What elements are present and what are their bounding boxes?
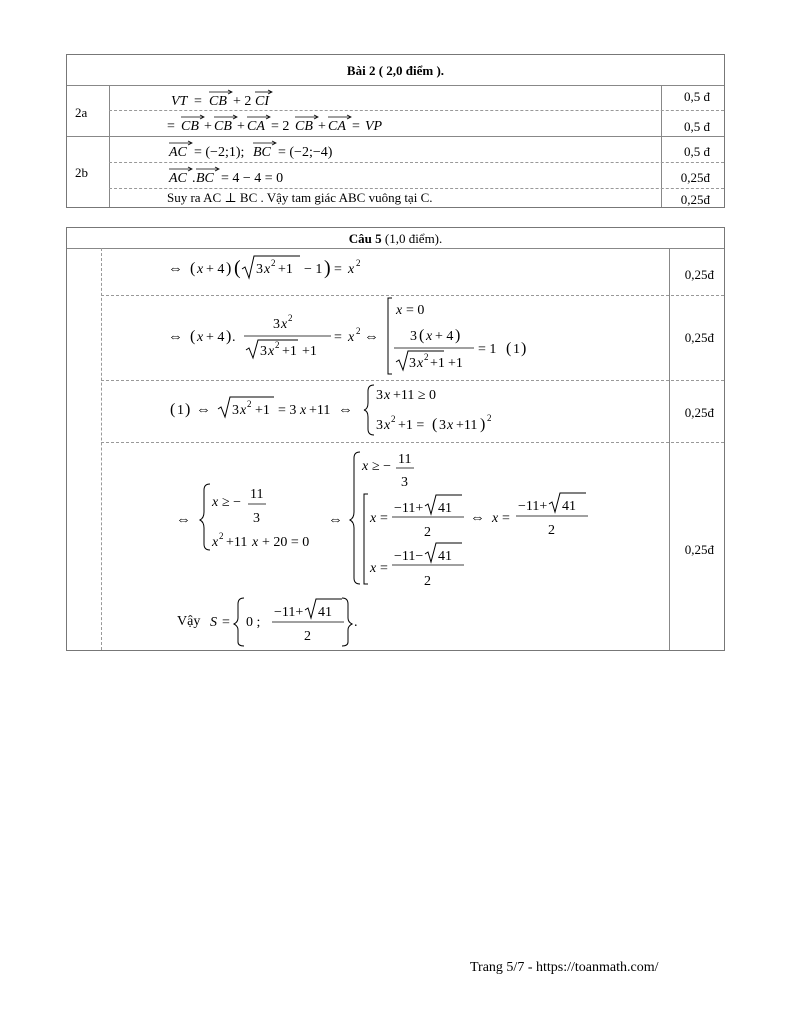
svg-text:CB: CB	[209, 94, 227, 109]
svg-text:BC: BC	[253, 145, 271, 160]
svg-text:2: 2	[391, 414, 396, 424]
svg-text:= 3: = 3	[278, 403, 297, 418]
svg-text:=: =	[222, 615, 230, 630]
svg-text:2: 2	[548, 523, 555, 538]
score-2b-2: 0,25đ	[680, 170, 710, 185]
svg-text:3: 3	[260, 344, 267, 359]
svg-text:3: 3	[376, 388, 383, 403]
svg-text:=: =	[380, 511, 388, 526]
math-2b-line1	[167, 138, 407, 162]
svg-text:CB: CB	[214, 119, 232, 134]
svg-text:x: x	[348, 262, 355, 277]
svg-text:+: +	[318, 119, 326, 134]
score-cau5-2: 0,25đ	[684, 330, 714, 345]
svg-text:): )	[521, 340, 527, 357]
svg-text:3: 3	[232, 403, 239, 418]
svg-text:x: x	[417, 356, 424, 371]
svg-text:2: 2	[356, 258, 361, 268]
svg-text:x: x	[396, 303, 403, 318]
svg-text:x: x	[426, 329, 433, 344]
cau5-title: Câu 5 (1,0 điểm).	[348, 231, 443, 246]
svg-text:+ 4: + 4	[435, 329, 454, 344]
svg-text:x: x	[212, 535, 219, 550]
svg-text:−11−: −11−	[394, 549, 424, 564]
svg-text:+11: +11	[456, 418, 478, 433]
svg-text:x: x	[268, 344, 275, 359]
svg-text:+11: +11	[226, 535, 248, 550]
svg-text:3: 3	[256, 262, 263, 277]
svg-text:CB: CB	[181, 119, 199, 134]
svg-text:x: x	[252, 535, 259, 550]
svg-text:= 4 − 4 = 0: = 4 − 4 = 0	[221, 171, 284, 186]
svg-text:41: 41	[438, 549, 452, 564]
svg-text:3: 3	[410, 329, 417, 344]
svg-text:): )	[480, 416, 486, 433]
svg-text:+11: +11	[309, 403, 331, 418]
math-2b-line2	[167, 164, 367, 188]
svg-text:2: 2	[247, 399, 252, 409]
svg-text:3: 3	[273, 317, 280, 332]
svg-text:⇔: ⇔	[176, 512, 191, 528]
svg-text:2: 2	[356, 326, 361, 336]
svg-text:VP: VP	[365, 119, 383, 134]
svg-text:=: =	[167, 119, 175, 134]
svg-text:CA: CA	[328, 119, 346, 134]
svg-text:3: 3	[401, 475, 408, 490]
text-2b-line3: Suy ra AC ⊥ BC . Vậy tam giác ABC vuông tại C.	[167, 190, 433, 205]
svg-text:3: 3	[439, 418, 446, 433]
svg-text:⇔: ⇔	[168, 261, 183, 277]
svg-text:2: 2	[424, 574, 431, 589]
svg-text:=: =	[352, 119, 360, 134]
svg-text:): )	[455, 327, 461, 344]
svg-text:+1: +1	[282, 344, 297, 359]
cau5-step1-expr	[168, 252, 388, 286]
svg-text:≥ −: ≥ −	[222, 495, 242, 510]
svg-text:AC: AC	[169, 171, 187, 186]
svg-text:2: 2	[288, 313, 293, 323]
svg-text:⇔: ⇔	[196, 402, 211, 418]
svg-text:x: x	[370, 561, 377, 576]
svg-text:x: x	[240, 403, 247, 418]
svg-text:x: x	[447, 418, 454, 433]
svg-text:x: x	[384, 418, 391, 433]
svg-text:+1 =: +1 =	[398, 418, 425, 433]
svg-text:+ 2: + 2	[233, 94, 252, 109]
svg-text:= 0: = 0	[406, 303, 425, 318]
svg-text:VT: VT	[171, 94, 188, 109]
svg-text:+ 20 = 0: + 20 = 0	[262, 535, 310, 550]
svg-text:CB: CB	[295, 119, 313, 134]
svg-text:(: (	[190, 260, 196, 277]
svg-text:(: (	[170, 401, 176, 418]
svg-text:x: x	[384, 388, 391, 403]
svg-text:BC: BC	[196, 171, 214, 186]
svg-text:+1: +1	[430, 356, 445, 371]
cau5-step4-expr	[170, 448, 600, 596]
svg-text:(: (	[506, 340, 512, 357]
svg-text:(: (	[190, 328, 196, 345]
svg-text:(: (	[432, 416, 438, 433]
row-label-2a: 2a	[75, 105, 88, 120]
svg-text:−11+: −11+	[518, 499, 548, 514]
svg-text:): )	[226, 260, 232, 277]
svg-text:41: 41	[438, 501, 452, 516]
svg-text:+1: +1	[448, 356, 463, 371]
svg-text:+: +	[204, 119, 212, 134]
svg-text:CI: CI	[255, 94, 269, 109]
svg-text:11: 11	[398, 452, 412, 467]
svg-text:x: x	[300, 403, 307, 418]
svg-text:AC: AC	[169, 145, 187, 160]
bai2-title: Bài 2 ( 2,0 điểm ).	[346, 63, 445, 78]
svg-text:+1: +1	[278, 262, 293, 277]
score-cau5-4: 0,25đ	[684, 542, 714, 557]
row-label-2b: 2b	[75, 165, 88, 180]
cau5-step2-expr	[168, 296, 548, 378]
svg-text:≥ −: ≥ −	[372, 459, 392, 474]
svg-text:x: x	[264, 262, 271, 277]
svg-text:⇔: ⇔	[470, 510, 485, 526]
svg-text:.: .	[192, 171, 196, 186]
math-2a-line2	[167, 112, 467, 136]
svg-text:41: 41	[318, 605, 332, 620]
svg-text:− 1: − 1	[304, 262, 323, 277]
svg-text:=: =	[334, 262, 342, 277]
svg-text:0 ;: 0 ;	[246, 615, 261, 630]
svg-text:CA: CA	[247, 119, 265, 134]
svg-text:⇔: ⇔	[168, 329, 183, 345]
svg-text:2: 2	[275, 340, 280, 350]
conclusion-word: Vậy	[177, 614, 201, 629]
score-cau5-3: 0,25đ	[684, 405, 714, 420]
svg-text:+: +	[237, 119, 245, 134]
svg-text:+1: +1	[255, 403, 270, 418]
svg-text:−11+: −11+	[274, 605, 304, 620]
svg-text:=: =	[194, 94, 202, 109]
page-footer: Trang 5/7 - https://toanmath.com/	[470, 960, 659, 975]
svg-text:2: 2	[487, 413, 492, 423]
svg-text:(: (	[419, 327, 425, 344]
math-2a-line1	[167, 87, 367, 111]
svg-text:⇔: ⇔	[364, 329, 379, 345]
svg-text:2: 2	[304, 629, 311, 644]
svg-text:=: =	[502, 511, 510, 526]
svg-text:3: 3	[253, 511, 260, 526]
svg-text:2: 2	[271, 258, 276, 268]
svg-text:x: x	[212, 495, 219, 510]
svg-text:.: .	[232, 330, 236, 345]
svg-text:2: 2	[424, 525, 431, 540]
cau5-step3-expr	[170, 383, 530, 439]
score-2a-2: 0,5 đ	[684, 119, 710, 134]
svg-text:41: 41	[562, 499, 576, 514]
svg-text:): )	[226, 328, 232, 345]
svg-text:x: x	[281, 317, 288, 332]
svg-text:x: x	[362, 459, 369, 474]
svg-text:+ 4: + 4	[206, 330, 225, 345]
svg-text:−11+: −11+	[394, 501, 424, 516]
svg-text:=: =	[334, 330, 342, 345]
svg-text:1: 1	[513, 342, 520, 357]
bai2-table	[66, 54, 725, 208]
score-2b-1: 0,5 đ	[684, 144, 710, 159]
svg-text:11: 11	[250, 487, 264, 502]
svg-text:x: x	[348, 330, 355, 345]
score-cau5-1: 0,25đ	[684, 267, 714, 282]
svg-text:⇔: ⇔	[338, 402, 353, 418]
svg-text:x: x	[370, 511, 377, 526]
svg-text:⇔: ⇔	[328, 512, 343, 528]
svg-text:+11 ≥ 0: +11 ≥ 0	[393, 388, 437, 403]
score-2b-3: 0,25đ	[680, 192, 710, 207]
svg-text:x: x	[492, 511, 499, 526]
svg-text:x: x	[197, 330, 204, 345]
svg-text:): )	[185, 401, 191, 418]
svg-text:=: =	[380, 561, 388, 576]
svg-text:= 1: = 1	[478, 342, 497, 357]
svg-text:): )	[324, 257, 331, 279]
svg-text:1: 1	[177, 403, 184, 418]
svg-text:S: S	[210, 615, 217, 630]
conclusion-expr	[206, 594, 376, 650]
svg-text:2: 2	[424, 352, 429, 362]
svg-text:= (−2;1);: = (−2;1);	[194, 145, 245, 160]
svg-text:+ 4: + 4	[206, 262, 225, 277]
svg-text:x: x	[197, 262, 204, 277]
svg-text:(: (	[234, 257, 241, 279]
svg-text:= 2: = 2	[271, 119, 290, 134]
svg-text:.: .	[354, 615, 358, 630]
score-2a-1: 0,5 đ	[684, 89, 710, 104]
svg-text:3: 3	[409, 356, 416, 371]
svg-text:3: 3	[376, 418, 383, 433]
svg-text:2: 2	[219, 531, 224, 541]
svg-text:= (−2;−4): = (−2;−4)	[278, 145, 333, 160]
svg-text:+1: +1	[302, 344, 317, 359]
